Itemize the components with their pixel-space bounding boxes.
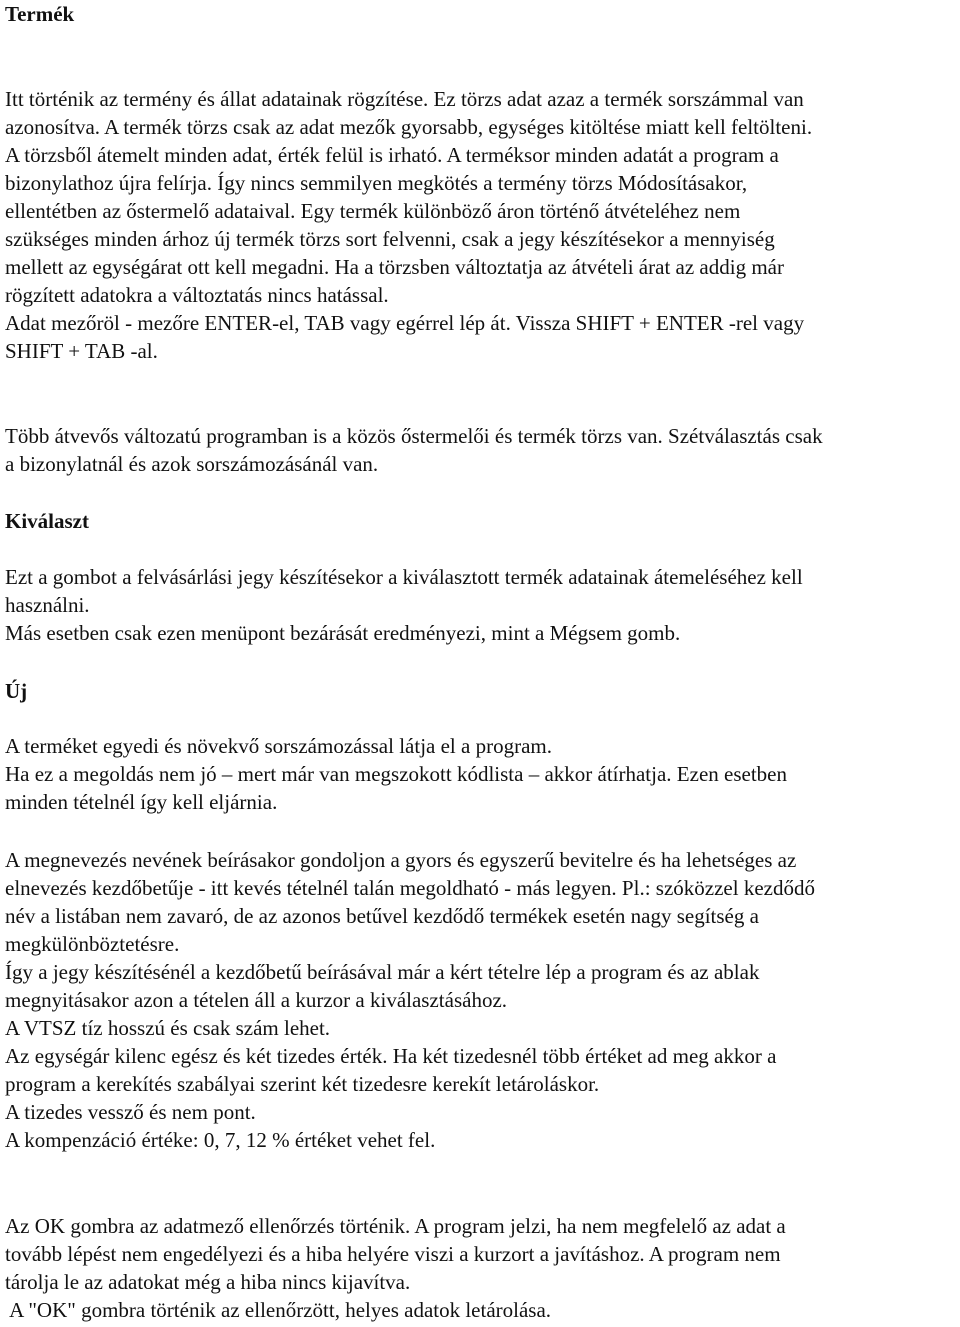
- text-line: minden tételnél így kell eljárnia.: [5, 790, 278, 814]
- text-line: A tizedes vessző és nem pont.: [5, 1100, 256, 1124]
- text-line: A megnevezés nevének beírásakor gondoljon a gyors és egyszerű bevitelre és ha lehetséges az: [5, 848, 797, 872]
- text-line: a bizonylatnál és azok sorszámozásánál van.: [5, 452, 379, 476]
- text-line: Több átvevős változatú programban is a közös őstermelői és termék törzs van. Szétválasztás csak: [5, 424, 823, 448]
- page-title: Termék: [5, 2, 75, 26]
- text-line: elnevezés kezdőbetűje - itt kevés tételnél talán megoldható - más legyen. Pl.: szóközzel kezdődő: [5, 876, 815, 900]
- text-line: azonosítva. A termék törzs csak az adat mezők gyorsabb, egységes kitöltése miatt kell feltölteni.: [5, 115, 813, 139]
- text-line: megkülönböztetésre.: [5, 932, 180, 956]
- text-line: Az egységár kilenc egész és két tizedes érték. Ha két tizedesnél több értéket ad meg akkor a: [5, 1044, 777, 1068]
- text-line: A VTSZ tíz hosszú és csak szám lehet.: [5, 1016, 331, 1040]
- intro-paragraph: [5, 85, 812, 365]
- text-line: program a kerekítés szabályai szerint két tizedesre kerekít letároláskor.: [5, 1072, 600, 1096]
- text-line: Más esetben csak ezen menüpont bezárását eredményezi, mint a Mégsem gomb.: [5, 621, 681, 645]
- section-heading-kivalaszt: Kiválaszt: [5, 509, 89, 533]
- section-heading-uj: Új: [5, 679, 28, 703]
- text-line: név a listában nem zavaró, de az azonos betűvel kezdődő termékek esetén nagy segítség a: [5, 904, 759, 928]
- text-line: A terméket egyedi és növekvő sorszámozással látja el a program.: [5, 734, 552, 758]
- ok-paragraph: [5, 1212, 786, 1324]
- multi-user-paragraph: [5, 422, 823, 478]
- megnevezes-paragraph: [5, 846, 815, 1154]
- text-line: Itt történik az termény és állat adatainak rögzítése. Ez törzs adat azaz a termék sorszámmal van: [5, 87, 804, 111]
- text-line: A "OK" gombra történik az ellenőrzött, helyes adatok letárolása.: [5, 1298, 552, 1322]
- text-line: tovább lépést nem engedélyezi és a hiba helyére viszi a kurzort a javításhoz. A program nem: [5, 1242, 781, 1266]
- text-line: tárolja le az adatokat még a hiba nincs kijavítva.: [5, 1270, 411, 1294]
- text-line: Adat mezőröl - mezőre ENTER-el, TAB vagy egérrel lép át. Vissza SHIFT + ENTER -rel vagy: [5, 311, 805, 335]
- text-line: A kompenzáció értéke: 0, 7, 12 % értéket vehet fel.: [5, 1128, 436, 1152]
- text-line: használni.: [5, 593, 90, 617]
- text-line: Az OK gombra az adatmező ellenőrzés történik. A program jelzi, ha nem megfelelő az adat a: [5, 1214, 786, 1238]
- text-line: bizonylathoz újra felírja. Így nincs semmilyen megkötés a termény törzs Módosításakor,: [5, 171, 748, 195]
- kivalaszt-paragraph: [5, 563, 803, 647]
- text-line: szükséges minden árhoz új termék törzs sort felvenni, csak a jegy készítésekor a mennyiség: [5, 227, 775, 251]
- text-line: rögzített adatokra a változtatás nincs hatással.: [5, 283, 389, 307]
- text-line: SHIFT + TAB -al.: [5, 339, 158, 363]
- text-line: Ha ez a megoldás nem jó – mert már van megszokott kódlista – akkor átírhatja. Ezen esetben: [5, 762, 787, 786]
- text-line: A törzsből átemelt minden adat, érték felül is irható. A terméksor minden adatát a program a: [5, 143, 779, 167]
- uj-paragraph: [5, 732, 787, 816]
- text-line: ellentétben az őstermelő adataival. Egy termék különböző áron történő átvételéhez nem: [5, 199, 741, 223]
- text-line: Így a jegy készítésénél a kezdőbetű beírásával már a kért tételre lép a program és az ablak: [5, 960, 760, 984]
- text-line: megnyitásakor azon a tételen áll a kurzor a kiválasztásához.: [5, 988, 508, 1012]
- text-line: mellett az egységárat ott kell megadni. Ha a törzsben változtatja az átvételi árat az addig már: [5, 255, 784, 279]
- text-line: Ezt a gombot a felvásárlási jegy készítésekor a kiválasztott termék adatainak átemeléséhez kell: [5, 565, 803, 589]
